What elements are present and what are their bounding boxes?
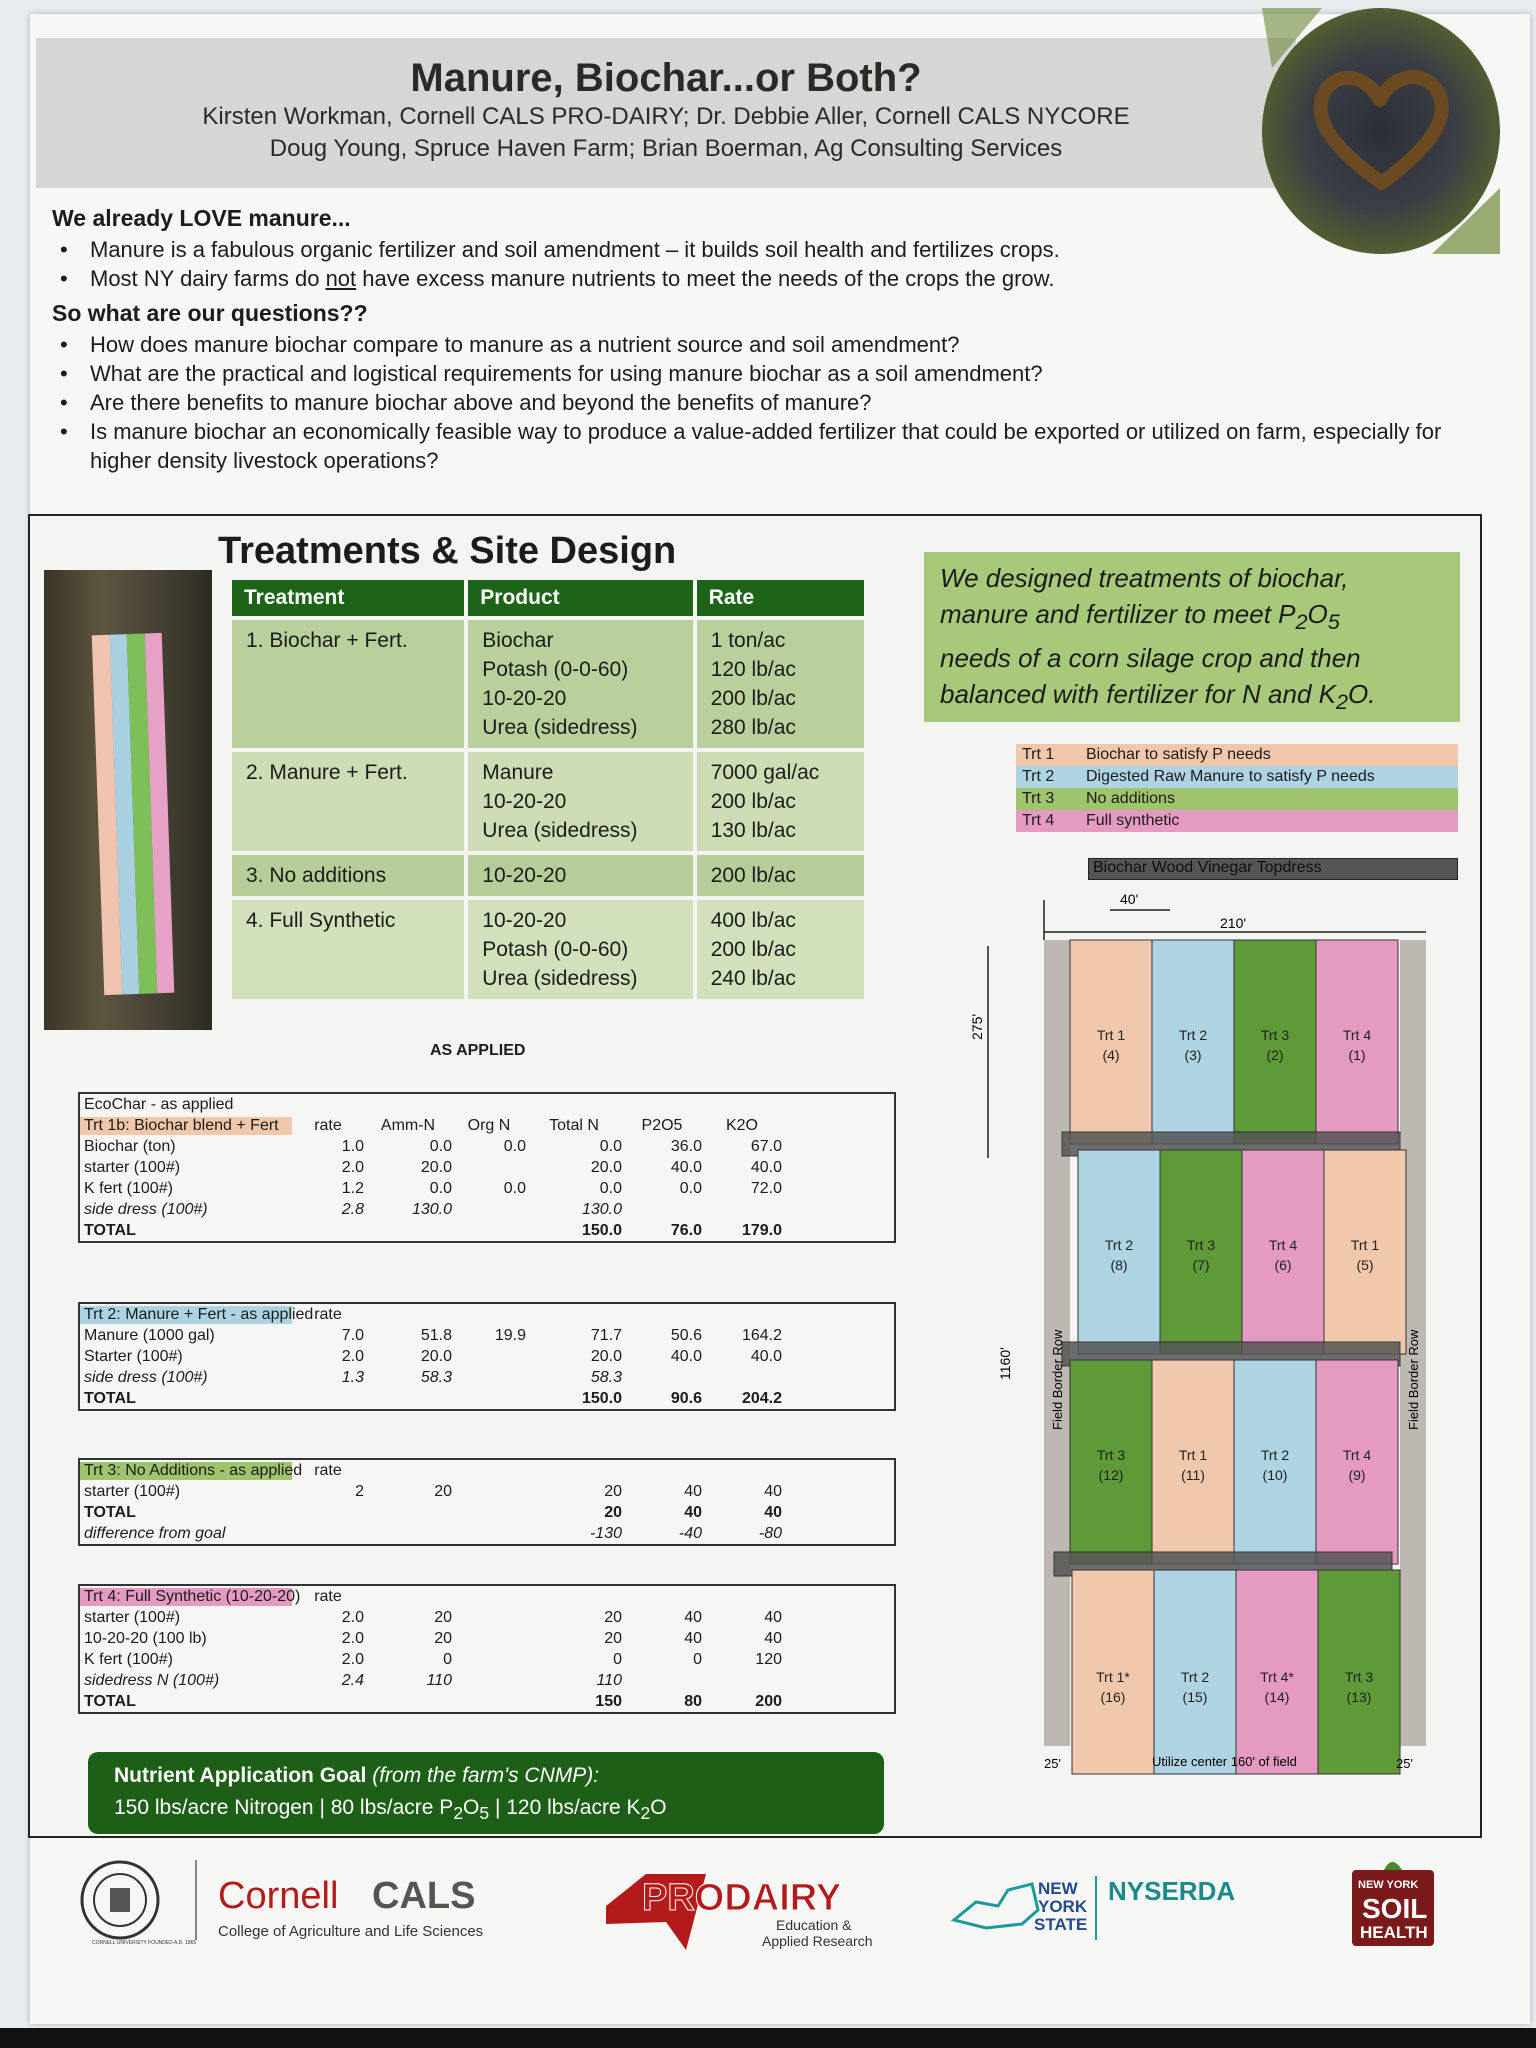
- table-header-row: [80, 1586, 894, 1607]
- cell: 0.0: [599, 1137, 622, 1155]
- product-cell: [468, 855, 692, 896]
- cals-text: CALS: [372, 1875, 476, 1917]
- legend-label: Full synthetic: [1086, 812, 1180, 829]
- as-applied-table-trt1: [78, 1092, 896, 1243]
- goal-sub: 2: [453, 1803, 464, 1824]
- rate-item: 130 lb/ac: [710, 819, 796, 842]
- prodairy-sub-2: Applied Research: [762, 1933, 873, 1949]
- product-item: Potash (0-0-60): [482, 658, 629, 681]
- rate-cell: [697, 752, 864, 851]
- cell: 0.0: [429, 1137, 452, 1155]
- cell: 110: [596, 1671, 622, 1689]
- cell: 2.0: [341, 1629, 364, 1647]
- dim-1160-label: 1160': [997, 1347, 1013, 1380]
- rate-item: 7000 gal/ac: [710, 761, 820, 784]
- cell: 2.0: [341, 1608, 364, 1626]
- bottom-left-dim: 25': [1044, 1756, 1061, 1771]
- seal-text: CORNELL UNIVERSITY FOUNDED A.D. 1865: [92, 1940, 197, 1946]
- question-item: • How does manure biochar compare to manure as a nutrient source and soil amendment?: [90, 330, 1452, 359]
- cell: 150.0: [581, 1221, 622, 1239]
- cell: 40.0: [670, 1347, 702, 1365]
- table-header-row: [80, 1460, 894, 1481]
- row-label: side dress (100#): [84, 1368, 208, 1386]
- cell: 179.0: [741, 1221, 782, 1239]
- legend-item-trt3: [1016, 788, 1458, 810]
- bottom-right-dim: 25': [1396, 1756, 1413, 1771]
- product-item: Urea (sidedress): [482, 819, 638, 842]
- cell: 20: [434, 1482, 452, 1500]
- legend-key: Trt 1: [1022, 746, 1055, 763]
- product-item: Biochar: [482, 629, 554, 652]
- cornell-subtitle: College of Agriculture and Life Sciences: [218, 1923, 484, 1940]
- callout-text: O.: [1348, 679, 1376, 710]
- rate-cell: [697, 855, 864, 896]
- nys-text: STATE: [1034, 1915, 1088, 1934]
- table-row: [80, 1670, 894, 1691]
- cell: 0.0: [429, 1179, 452, 1197]
- col-header-treatment: Treatment: [232, 580, 464, 616]
- table-row: [80, 1325, 894, 1346]
- treatment-name: 3. No additions: [232, 855, 464, 896]
- goal-heading-note: (from the farm's CNMP):: [372, 1764, 600, 1787]
- product-item: 10-20-20: [482, 909, 567, 932]
- dim-275-label: 275': [969, 1013, 985, 1040]
- col-header: rate: [314, 1461, 342, 1479]
- design-callout: [924, 552, 1460, 722]
- cell: 51.8: [420, 1326, 452, 1344]
- cell: 40: [764, 1503, 782, 1521]
- cell: 20: [604, 1503, 622, 1521]
- legend-label: Digested Raw Manure to satisfy P needs: [1086, 768, 1375, 785]
- cell: 0: [443, 1650, 452, 1668]
- cell: 20.0: [420, 1158, 452, 1176]
- table-header-row: [80, 1115, 894, 1136]
- plot-label: Trt 1: [1178, 1447, 1208, 1463]
- cell: 40: [764, 1482, 782, 1500]
- cell: 72.0: [750, 1179, 782, 1197]
- goal-sub: 2: [640, 1803, 651, 1824]
- plot-label: Trt 4*: [1260, 1669, 1294, 1685]
- table-row: [80, 1157, 894, 1178]
- cell: 50.6: [670, 1326, 702, 1344]
- legend-label: No additions: [1086, 790, 1175, 807]
- plot-label: Trt 2: [1104, 1237, 1134, 1253]
- questions-heading: So what are our questions??: [52, 300, 368, 326]
- love-bullet-2-underline: not: [325, 266, 357, 291]
- row-label: TOTAL: [84, 1503, 136, 1521]
- nys-text: YORK: [1038, 1897, 1088, 1916]
- love-bullet-2-a: Most NY dairy farms do: [90, 266, 326, 291]
- cell: 40: [684, 1503, 702, 1521]
- cell: 71.7: [590, 1326, 622, 1344]
- as-applied-table-trt2: [78, 1302, 896, 1411]
- col-header: Total N: [549, 1116, 599, 1134]
- legend-item-vinegar: Biochar Wood Vinegar Topdress: [1088, 858, 1458, 880]
- row-label: TOTAL: [84, 1692, 136, 1710]
- cell: 2.8: [341, 1200, 364, 1218]
- rate-item: 280 lb/ac: [710, 716, 796, 739]
- row-label: 10-20-20 (100 lb): [84, 1629, 207, 1647]
- row-label: TOTAL: [84, 1221, 136, 1239]
- cell: 40: [764, 1608, 782, 1626]
- callout-sub: 2: [1295, 609, 1308, 635]
- questions-list: [52, 330, 1452, 475]
- cell: 20: [434, 1608, 452, 1626]
- rate-cell: [697, 620, 864, 748]
- rate-item: 400 lb/ac: [710, 909, 796, 932]
- cell: 150: [595, 1692, 622, 1710]
- plot-number: (9): [1348, 1467, 1366, 1483]
- legend-item-trt2: [1016, 766, 1458, 788]
- aerial-photo: [44, 570, 212, 1030]
- bottom-edge: [0, 2028, 1536, 2048]
- legend-item-trt1: [1016, 744, 1458, 766]
- plot-label: Trt 2: [1180, 1669, 1210, 1685]
- goal-text: O: [463, 1796, 480, 1819]
- cell: 0: [613, 1650, 622, 1668]
- cell: 120: [755, 1650, 782, 1668]
- bottom-mid-label: Utilize center 160' of field: [1152, 1754, 1297, 1769]
- row-label: starter (100#): [84, 1158, 181, 1176]
- plot-number: (15): [1182, 1689, 1208, 1705]
- cell: 2.0: [341, 1158, 364, 1176]
- product-item: Manure: [482, 761, 554, 784]
- new-york-state-logo: [954, 1876, 1235, 1940]
- question-item: • What are the practical and logistical requirements for using manure biochar as a soil amendment?: [90, 359, 1452, 388]
- row-label: side dress (100#): [84, 1200, 208, 1218]
- callout-sub: 2: [1335, 689, 1349, 715]
- plot-label: Trt 1: [1350, 1237, 1380, 1253]
- cell: 90.6: [670, 1389, 702, 1407]
- soil-text: SOIL: [1362, 1893, 1428, 1924]
- product-item: Urea (sidedress): [482, 967, 638, 990]
- plot-label: Trt 1: [1096, 1027, 1126, 1043]
- plot-number: (1): [1348, 1047, 1366, 1063]
- callout-text: O: [1307, 599, 1328, 629]
- field-plot-map: [969, 890, 1430, 1771]
- page-title: Manure, Biochar...or Both?: [410, 56, 922, 100]
- cell: 2.0: [341, 1347, 364, 1365]
- product-item: 10-20-20: [482, 790, 567, 813]
- intro-section: [52, 204, 1452, 481]
- rate-item: 1 ton/ac: [710, 629, 786, 652]
- table-row: [80, 1607, 894, 1628]
- love-heading: We already LOVE manure...: [52, 205, 351, 231]
- cell: -130: [589, 1524, 622, 1542]
- field-border-left-label: Field Border Row: [1050, 1329, 1065, 1430]
- treatment-legend: [1016, 744, 1458, 832]
- product-item: Potash (0-0-60): [482, 938, 629, 961]
- table-title: EcoChar - as applied: [84, 1095, 234, 1113]
- rate-item: 120 lb/ac: [710, 658, 796, 681]
- aerial-plot-strip: [92, 633, 175, 995]
- col-header: P2O5: [641, 1116, 683, 1134]
- cell: 58.3: [420, 1368, 452, 1386]
- cell: -40: [678, 1524, 702, 1542]
- cell: 20.0: [420, 1347, 452, 1365]
- goal-text: O: [650, 1796, 667, 1819]
- cell: 0: [693, 1650, 702, 1668]
- cell: 40.0: [750, 1347, 782, 1365]
- plot-number: (2): [1266, 1047, 1284, 1063]
- goal-line-2: [114, 1792, 858, 1829]
- cell: 76.0: [670, 1221, 702, 1239]
- cell: 1.0: [341, 1137, 364, 1155]
- table-title: Trt 3: No Additions - as applied: [80, 1462, 292, 1480]
- product-item: 10-20-20: [482, 864, 567, 887]
- col-header: K2O: [725, 1116, 758, 1134]
- ny-soil-health-logo: [1352, 1862, 1434, 1946]
- product-item: Urea (sidedress): [482, 716, 638, 739]
- table-row: [80, 1628, 894, 1649]
- authors-line-2: Doug Young, Spruce Haven Farm; Brian Boerman, Ag Consulting Services: [269, 135, 1063, 162]
- row-label: K fert (100#): [84, 1650, 173, 1668]
- product-cell: [468, 620, 692, 748]
- row-label: sidedress N (100#): [84, 1671, 220, 1689]
- cornell-seal-icon: [82, 1862, 196, 1946]
- love-list: [52, 235, 1452, 293]
- cell: 1.3: [341, 1368, 364, 1386]
- sponsor-logos: [86, 1850, 1446, 1950]
- field-border-right-label: Field Border Row: [1406, 1329, 1421, 1430]
- treatment-name: 2. Manure + Fert.: [232, 752, 464, 851]
- legend-key: Trt 2: [1022, 768, 1055, 785]
- cell: 2.0: [341, 1650, 364, 1668]
- cell: 0.0: [503, 1179, 526, 1197]
- table-header-row: [80, 1304, 894, 1325]
- plot-label: Trt 2: [1260, 1447, 1290, 1463]
- legend-label: Biochar to satisfy P needs: [1086, 746, 1271, 763]
- cornell-text: Cornell: [218, 1875, 339, 1917]
- cell: 36.0: [670, 1137, 702, 1155]
- prodairy-sub-1: Education &: [776, 1917, 852, 1933]
- cell: 1.2: [341, 1179, 364, 1197]
- table-row: [232, 752, 864, 851]
- treatment-table: [228, 576, 868, 1003]
- love-bullet-2-b: have excess manure nutrients to meet the needs of the crops the grow.: [356, 266, 1055, 291]
- cell: 0.0: [599, 1179, 622, 1197]
- row-label: TOTAL: [84, 1389, 136, 1407]
- row-label: K fert (100#): [84, 1179, 173, 1197]
- col-header: Amm-N: [380, 1116, 436, 1134]
- cell: 204.2: [741, 1389, 782, 1407]
- soil-text: NEW YORK: [1358, 1879, 1419, 1891]
- cell: 20.0: [590, 1158, 622, 1176]
- col-header-rate: Rate: [697, 580, 864, 616]
- nys-text: NEW: [1038, 1879, 1078, 1898]
- authors-line-1: Kirsten Workman, Cornell CALS PRO-DAIRY; Dr. Debbie Aller, Cornell CALS NYCORE: [202, 103, 1130, 130]
- table-row: [232, 620, 864, 748]
- rate-item: 240 lb/ac: [710, 967, 796, 990]
- goal-text: 150 lbs/acre Nitrogen | 80 lbs/acre P: [114, 1796, 454, 1819]
- legend-item-trt4: [1016, 810, 1458, 832]
- plot-label: Trt 1*: [1096, 1669, 1130, 1685]
- cell: 20: [604, 1482, 622, 1500]
- plot-label: Trt 3: [1344, 1669, 1374, 1685]
- col-header-product: Product: [468, 580, 692, 616]
- callout-text: manure and fertilizer to meet P: [940, 599, 1296, 629]
- table-row: [80, 1199, 894, 1220]
- love-bullet-2: [90, 264, 1452, 293]
- table-title: Trt 2: Manure + Fert - as applied: [80, 1306, 292, 1324]
- plot-number: (14): [1264, 1689, 1290, 1705]
- treatment-name: 4. Full Synthetic: [232, 900, 464, 999]
- legend-key: Trt 3: [1022, 790, 1055, 807]
- table-row: [80, 1346, 894, 1367]
- plot-label: Trt 4: [1342, 1027, 1372, 1043]
- cell: 130.0: [581, 1200, 622, 1218]
- as-applied-table-trt4: [78, 1584, 896, 1714]
- cell: 110: [426, 1671, 452, 1689]
- goal-heading: Nutrient Application Goal: [114, 1764, 373, 1787]
- plot-number: (7): [1192, 1257, 1210, 1273]
- row-label: Starter (100#): [84, 1347, 183, 1365]
- table-row: [80, 1481, 894, 1502]
- table-title-row: [80, 1094, 894, 1115]
- plot-label: Trt 4: [1268, 1237, 1298, 1253]
- goal-text: | 120 lbs/acre K: [489, 1796, 641, 1819]
- prodairy-logo: [606, 1874, 873, 1950]
- rate-item: 200 lb/ac: [710, 864, 796, 887]
- table-row: [80, 1178, 894, 1199]
- cell: 20: [604, 1629, 622, 1647]
- product-item: 10-20-20: [482, 687, 567, 710]
- cell: 40: [684, 1629, 702, 1647]
- treatment-name: 1. Biochar + Fert.: [232, 620, 464, 748]
- callout-text: balanced with fertilizer for N and K: [940, 679, 1336, 710]
- prodairy-text: PRODAIRY: [642, 1877, 842, 1919]
- love-bullet-1: • Manure is a fabulous organic fertilizer and soil amendment – it builds soil health and fertilizes crops.: [90, 235, 1452, 264]
- plot-number: (6): [1274, 1257, 1292, 1273]
- cell: 130.0: [411, 1200, 452, 1218]
- question-item: • Are there benefits to manure biochar above and beyond the benefits of manure?: [90, 388, 1452, 417]
- dim-40-label: 40': [1120, 891, 1139, 907]
- title-banner: [36, 38, 1296, 188]
- cell: 164.2: [741, 1326, 782, 1344]
- cell: -80: [758, 1524, 782, 1542]
- nutrient-goal-box: [88, 1752, 884, 1834]
- plot-label: Trt 4: [1342, 1447, 1372, 1463]
- plot-number: (8): [1110, 1257, 1128, 1273]
- rate-item: 200 lb/ac: [710, 687, 796, 710]
- callout-sub: 5: [1327, 609, 1340, 635]
- goal-line-1: [114, 1760, 858, 1792]
- soil-text: HEALTH: [1360, 1923, 1428, 1942]
- cell: 20: [604, 1608, 622, 1626]
- rate-cell: [697, 900, 864, 999]
- plot-number: (12): [1098, 1467, 1124, 1483]
- row-label: difference from goal: [84, 1524, 226, 1542]
- cell: 80: [684, 1692, 702, 1710]
- plot-label: Trt 3: [1096, 1447, 1126, 1463]
- table-row: [232, 855, 864, 896]
- callout-line: [940, 596, 1444, 640]
- cell: 40.0: [750, 1158, 782, 1176]
- cell: 40: [684, 1608, 702, 1626]
- as-applied-label: AS APPLIED: [430, 1042, 526, 1059]
- cell: 150.0: [581, 1389, 622, 1407]
- col-header: rate: [314, 1587, 342, 1605]
- rate-item: 200 lb/ac: [710, 790, 796, 813]
- cell: 7.0: [341, 1326, 364, 1344]
- plot-number: (3): [1184, 1047, 1202, 1063]
- question-item: • Is manure biochar an economically feasible way to produce a value-added fertilizer that could be exported or utilized on farm, especially for higher density livestock operations?: [90, 417, 1452, 475]
- site-design-title: Treatments & Site Design: [218, 530, 677, 572]
- as-applied-table-trt3: [78, 1458, 896, 1546]
- plot-number: (13): [1346, 1689, 1372, 1705]
- col-header: Org N: [467, 1116, 511, 1134]
- col-header: rate: [314, 1116, 342, 1134]
- table-total-row: [80, 1388, 894, 1409]
- col-header: rate: [314, 1305, 342, 1323]
- cell: 2.4: [341, 1671, 364, 1689]
- plot-number: (16): [1100, 1689, 1126, 1705]
- legend-key: Trt 4: [1022, 812, 1055, 829]
- plot-number: (4): [1102, 1047, 1120, 1063]
- callout-line: We designed treatments of biochar,: [940, 563, 1349, 593]
- cell: 20.0: [590, 1347, 622, 1365]
- table-title: Trt 4: Full Synthetic (10-20-20): [80, 1588, 292, 1606]
- cell: 0.0: [503, 1137, 526, 1155]
- plot-number: (10): [1262, 1467, 1288, 1483]
- dim-210-label: 210': [1220, 915, 1247, 931]
- plot-number: (11): [1181, 1467, 1205, 1483]
- cell: 200: [755, 1692, 782, 1710]
- cell: 2: [355, 1482, 364, 1500]
- row-label: starter (100#): [84, 1482, 181, 1500]
- row-label: Manure (1000 gal): [84, 1326, 215, 1344]
- cell: 58.3: [590, 1368, 622, 1386]
- cell: 0.0: [679, 1179, 702, 1197]
- table-row: [80, 1523, 894, 1544]
- plot-number: (5): [1356, 1257, 1374, 1273]
- row-label: starter (100#): [84, 1608, 181, 1626]
- plot-label: Trt 3: [1186, 1237, 1216, 1253]
- plot-label: Trt 3: [1260, 1027, 1290, 1043]
- table-row: [232, 900, 864, 999]
- table-total-row: [80, 1691, 894, 1712]
- callout-line: [940, 676, 1444, 720]
- row-label: Biochar (ton): [84, 1137, 176, 1155]
- cell: 19.9: [494, 1326, 526, 1344]
- cell: 67.0: [750, 1137, 782, 1155]
- product-cell: [468, 752, 692, 851]
- table-row: [80, 1136, 894, 1157]
- cell: 40: [764, 1629, 782, 1647]
- plot-label: Trt 2: [1178, 1027, 1208, 1043]
- table-total-row: [80, 1220, 894, 1241]
- cell: 40: [684, 1482, 702, 1500]
- product-cell: [468, 900, 692, 999]
- goal-sub: 5: [479, 1803, 490, 1824]
- table-total-row: [80, 1502, 894, 1523]
- table-row: [80, 1367, 894, 1388]
- cell: 40.0: [670, 1158, 702, 1176]
- cell: 20: [434, 1629, 452, 1647]
- table-subtitle: Trt 1b: Biochar blend + Fert: [80, 1117, 292, 1135]
- rate-item: 200 lb/ac: [710, 938, 796, 961]
- callout-line: needs of a corn silage crop and then: [940, 643, 1361, 674]
- table-row: [80, 1649, 894, 1670]
- nyserda-text: NYSERDA: [1108, 1876, 1236, 1906]
